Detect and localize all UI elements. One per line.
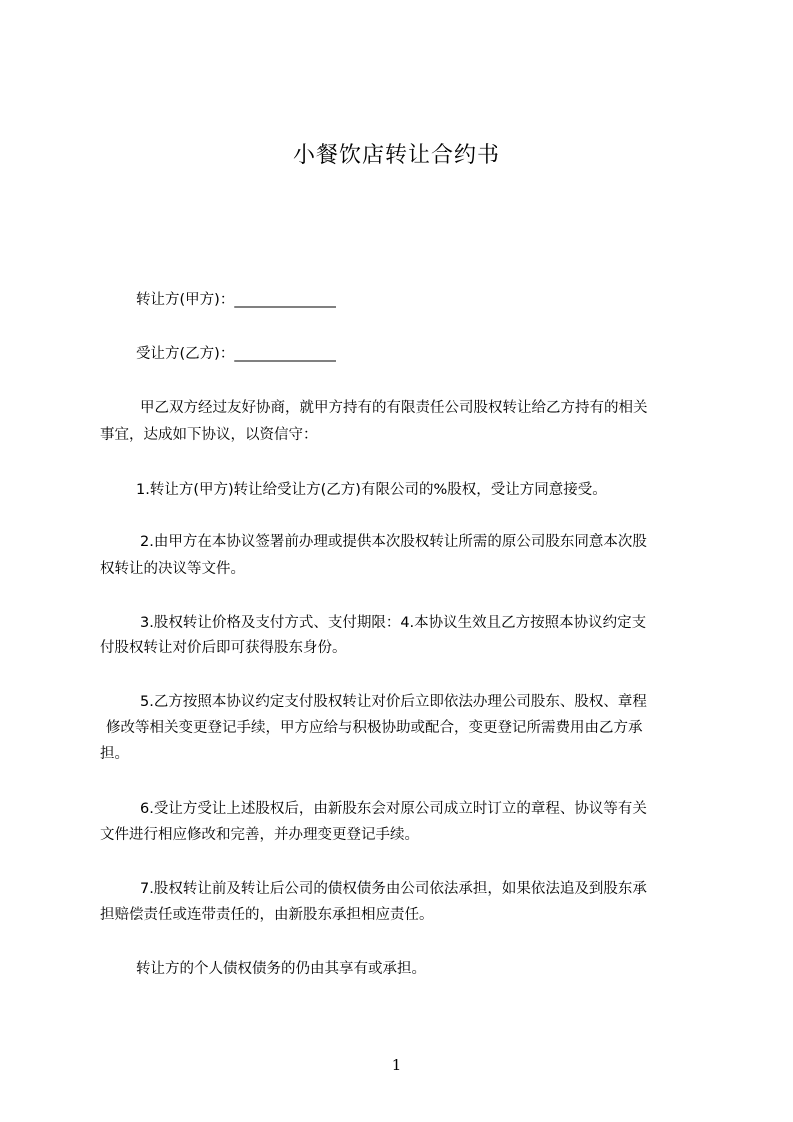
intro-line-2: 事宜，达成如下协议，以资信守：	[100, 427, 318, 443]
clause-6-line-2: 文件进行相应修改和完善，并办理变更登记手续。	[100, 827, 419, 843]
document-title: 小餐饮店转让合约书	[292, 143, 500, 168]
clause-1-line-1: 1.转让方(甲方)转让给受让方(乙方)有限公司的%股权，受让方同意接受。	[136, 482, 607, 498]
transferee-line: 受让方(乙方)：______________	[136, 346, 336, 362]
transferor-line: 转让方(甲方)：______________	[136, 292, 336, 308]
intro-line-1: 甲乙双方经过友好协商，就甲方持有的有限责任公司股权转让给乙方持有的相关	[140, 400, 648, 416]
clause-6-line-1: 6.受让方受让上述股权后，由新股东会对原公司成立时订立的章程、协议等有关	[140, 801, 647, 817]
clause-3-line-2: 付股权转让对价后即可获得股东身份。	[100, 640, 347, 656]
clause-5-line-2: 修改等相关变更登记手续，甲方应给与积极协助或配合，变更登记所需费用由乙方承	[106, 720, 643, 736]
page-number: 1	[391, 1056, 402, 1074]
clause-2-line-2: 权转让的决议等文件。	[100, 561, 245, 577]
clause-3-line-1: 3.股权转让价格及支付方式、支付期限：4.本协议生效且乙方按照本协议约定支	[140, 615, 647, 631]
closing-line: 转让方的个人债权债务的仍由其享有或承担。	[136, 961, 426, 977]
clause-2-line-1: 2.由甲方在本协议签署前办理或提供本次股权转让所需的原公司股东同意本次股	[140, 534, 647, 550]
clause-5-line-1: 5.乙方按照本协议约定支付股权转让对价后立即依法办理公司股东、股权、章程	[140, 694, 647, 710]
clause-5-line-3: 担。	[100, 746, 129, 762]
clause-7-line-2: 担赔偿责任或连带责任的，由新股东承担相应责任。	[100, 907, 434, 923]
clause-7-line-1: 7.股权转让前及转让后公司的债权债务由公司依法承担，如果依法追及到股东承	[140, 881, 647, 897]
